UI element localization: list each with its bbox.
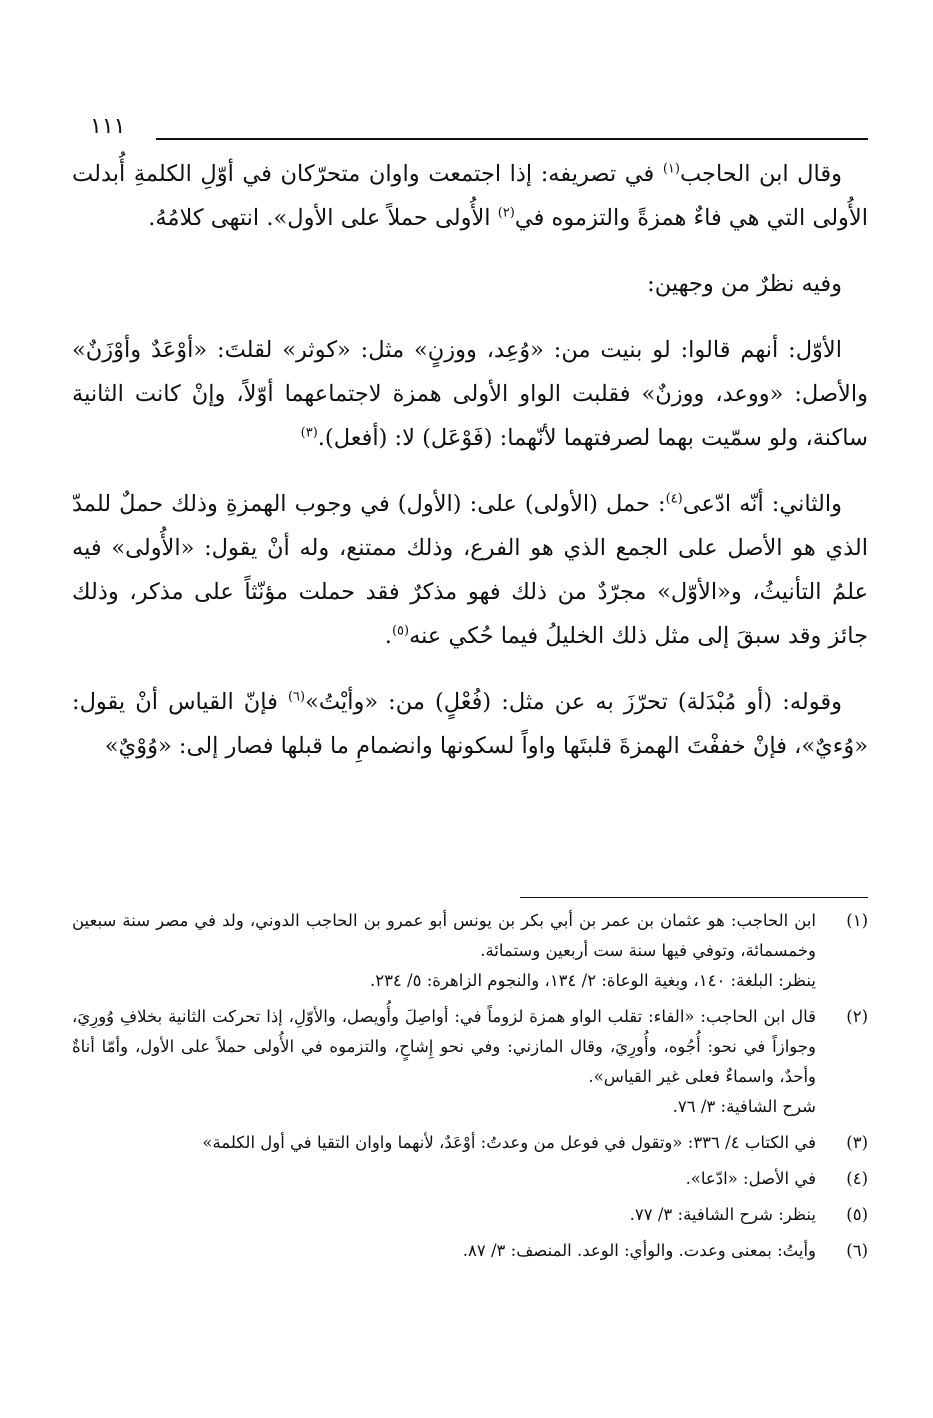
- footnote-number: (٥): [846, 1205, 868, 1224]
- footnote-ref: (٤): [665, 491, 683, 507]
- footnote-1: (١) ابن الحاجب: هو عثمان بن عمر بن أبي بكر بن يونس أبو عمرو بن الحاجب الدوني، ولد في مصر سنة سبعين وخمسمائة، وتوفي فيها سنة ست أربعين وستمائة. ينظر: البلغة: ١٤٠، وبغية الوعاة: ٢/ ١٣٤، والنجوم الزاهرة: ٥/ ٢٣٤.: [72, 906, 868, 996]
- footnote-6: (٦) وأيتُ: بمعنى وعدت. والوأي: الوعد. المنصف: ٣/ ٨٧.: [72, 1236, 868, 1266]
- paragraph-ibn-hajib-quote: وقال ابن الحاجب$^{(١)}$ في تصريفه: إذا اجتمعت واوان متحرّكان في أوّلِ الكلمةِ أُبدلت الأُولى التي هي فاءٌ همزةً والتزموه في$^{(٢)}$ الأُولى حملاً على الأول». انتهى كلامُهُ.: [72, 161, 868, 231]
- footnote-separator: [520, 897, 868, 898]
- footnote-number: (٦): [846, 1241, 868, 1260]
- header-rule: [156, 138, 868, 140]
- footnote-number: (٣): [846, 1133, 868, 1152]
- paragraph-mubdala: وقوله: (أو مُبْدَلة) تحرّزَ به عن مثل: (فُعْلٍ) من: «وأيْتُ»$^{(٦)}$ فإنّ القياس أنْ يقول: «وُءيٌ»، فإنْ خففْتَ الهمزةَ قلبتَها واواً لسكونها وانضمامِ ما قبلها فصار إلى: «وُوْيٌ»: [72, 689, 868, 759]
- paragraph-second-objection: والثاني: أنّه ادّعى$^{(٤)}$: حمل (الأولى) على: (الأول) في وجوب الهمزةِ وذلك حملٌ للمدّ الذي هو الأصل على الجمع الذي هو الفرع، وذلك ممتنع، وله أنْ يقول: «الأُولى» فيه علمُ التأنيثُ، و«الأوّل» مجرّدٌ من ذلك فهو مذكرٌ فقد حملت مؤنّثاً على مذكر، وذلك جائز وقد سبقَ إلى مثل ذلك الخليلُ فيما حُكي عنه$^{(٥)}$.: [72, 491, 868, 649]
- paragraph-two-objections: وفيه نظرٌ من وجهين:: [647, 271, 842, 297]
- footnote-2: (٢) قال ابن الحاجب: «الفاء: تقلب الواو همزة لزوماً في: أواصِلَ وأُويصل، والأوّلِ، إذا تحركت الثانية بخلافِ وُورِيَ، وجوازاً في نحو: أُجُوه، وأُورِيَ، وقال المازني: وفي نحو إِشاحٍ، والتزموه في الأُولى حملاً على الأول، وأمّا أناةٌ وأحدٌ، واسماءٌ فعلى غير القياس». شرح الشافية: ٣/ ٧٦.: [72, 1002, 868, 1122]
- paragraph-first-objection: الأوّل: أنهم قالوا: لو بنيت من: «وُعِد، ووزنٍ» مثل: «كوثر» لقلتَ: «أوْعَدٌ وأوْزَنٌ» والأصل: «ووعد، ووزنٌ» فقلبت الواو الأولى همزة لاجتماعهما أوّلاً، وإنْ كانت الثانية ساكنة، ولو سمّيت بهما لصرفتهما لأنّهما: (فَوْعَل) لا: (أفعل).$^{(٣)}$: [72, 337, 868, 451]
- footnote-ref: (٢): [497, 205, 515, 221]
- page-header: [90, 112, 868, 142]
- main-text: [72, 152, 868, 790]
- footnotes: [72, 906, 868, 1272]
- footnote-ref: (٦): [287, 689, 306, 705]
- footnote-number: (٤): [846, 1169, 868, 1188]
- footnote-3: (٣) في الكتاب ٤/ ٣٣٦: «وتقول في فوعل من وعدتُ: أوْعَدٌ، لأنهما واوان التقيا في أول الكلمة»: [72, 1128, 868, 1158]
- page-number: ١١١: [90, 114, 126, 139]
- footnote-ref: (٣): [300, 425, 318, 441]
- footnote-ref: (٥): [391, 623, 410, 639]
- footnote-5: (٥) ينظر: شرح الشافية: ٣/ ٧٧.: [72, 1200, 868, 1230]
- footnote-4: (٤) في الأصل: «ادّعا».: [72, 1164, 868, 1194]
- footnote-ref: (١): [662, 161, 680, 177]
- footnote-number: (١): [846, 911, 868, 930]
- footnote-number: (٢): [846, 1007, 868, 1026]
